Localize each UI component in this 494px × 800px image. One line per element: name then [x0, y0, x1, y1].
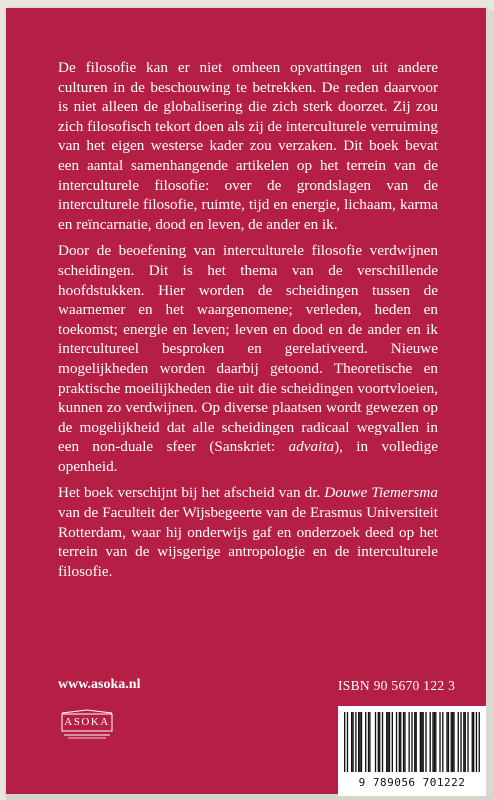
- barcode-bar: [361, 712, 362, 772]
- blurb-paragraph-text: De filosofie kan er niet omheen opvattingen uit andere culturen in de beschouwing te betrekken. De reden daarvoor is niet alleen de globalisering die zich sterk doorzet. Zij zou zich filosofisch tekort doen als zij de interculturele verruiming van het eigen westerse kader zou verzaken. Dit boek bevat een aantal samenhangende artikelen op het terrein van de interculturele filosofie: over de grondslagen van de interculturele filosofie, ruimte, tijd en energie, lichaam, karma en reïncarnatie, dood en leven, de ander en ik.: [58, 59, 438, 233]
- barcode-bar: [460, 712, 461, 772]
- barcode-bar: [430, 712, 431, 772]
- publisher-url[interactable]: www.asoka.nl: [58, 677, 141, 692]
- barcode-bar: [378, 712, 379, 772]
- barcode-bar: [473, 712, 474, 772]
- barcode-bar: [451, 712, 452, 772]
- barcode-bar: [479, 712, 480, 772]
- blurb-paragraph: [58, 58, 438, 234]
- blurb-text: [58, 58, 438, 588]
- barcode-bar: [355, 712, 356, 772]
- blurb-paragraph: [58, 241, 438, 476]
- barcode-bar: [352, 712, 353, 772]
- barcode-bar: [344, 712, 345, 772]
- asoka-logo-icon: [58, 709, 116, 739]
- barcode-bar: [386, 712, 387, 772]
- isbn-number: ISBN 90 5670 122 3: [338, 678, 456, 693]
- barcode-bar: [408, 712, 409, 772]
- barcode-bar: [458, 712, 459, 772]
- barcode-bar: [414, 712, 415, 772]
- barcode-bar: [452, 712, 453, 772]
- barcode-bar: [403, 712, 404, 772]
- barcode-bar: [434, 712, 435, 772]
- barcode-bar: [396, 712, 397, 772]
- barcode-bar: [358, 712, 359, 772]
- page-edge: [486, 10, 494, 796]
- barcode-bar: [446, 712, 447, 772]
- barcode-bar: [399, 712, 400, 772]
- barcode-bar: [476, 712, 477, 772]
- barcode-bar: [359, 712, 360, 772]
- barcode-bar: [467, 712, 468, 772]
- barcode-bar: [463, 712, 464, 772]
- barcode-bar: [411, 712, 412, 772]
- blurb-paragraph-text: Het boek verschijnt bij het afscheid van dr.: [58, 484, 325, 502]
- barcode-bar: [442, 712, 443, 772]
- barcode-bar: [423, 712, 424, 772]
- barcode-bar: [392, 712, 393, 772]
- barcode-bar: [400, 712, 401, 772]
- blurb-paragraph-text: Door de beoefening van interculturele filosofie verdwijnen scheidingen. Dit is het thema van de verschillende hoofdstukken. Hier worden de scheidingen tussen de waarnemer en het waargenomene; verleden, heden en toekomst; energie en leven; leven en dood en de ander en ik intercultureel besproken en gerelativeerd. Nieuwe mogelijkheden worden daarbij getoond. Theoretische en praktische moeilijkheden die uit die scheidingen voortvloeien, kunnen zo verdwijnen. Op diverse plaatsen wordt gewezen op de mogelijkheid dat alle scheidingen radicaal wegvallen in een non-duale sfeer (Sanskriet:: [58, 242, 438, 456]
- barcode-bar: [368, 712, 369, 772]
- barcode-bar: [382, 712, 383, 772]
- barcode-bar: [416, 712, 417, 772]
- barcode-bar: [379, 712, 380, 772]
- barcode: [338, 706, 486, 796]
- barcode-bar: [472, 712, 473, 772]
- blurb-paragraph-text: ), in volledige openheid.: [58, 438, 438, 475]
- barcode-bar: [439, 712, 440, 772]
- barcode-digits: 9 789056 701222: [358, 776, 466, 789]
- barcode-bar: [375, 712, 376, 772]
- barcode-bar: [425, 712, 426, 772]
- barcode-bar: [365, 712, 366, 772]
- sanskrit-term: advaita: [288, 438, 335, 456]
- barcode-bar: [448, 712, 449, 772]
- blurb-paragraph: [58, 483, 438, 581]
- barcode-bar: [347, 712, 348, 772]
- barcode-bar: [404, 712, 405, 772]
- barcode-bar: [351, 712, 352, 772]
- barcode-bar: [389, 712, 390, 772]
- author-name: Douwe Tiemersma: [324, 484, 438, 502]
- barcode-bar: [420, 712, 421, 772]
- barcode-bar: [465, 712, 466, 772]
- barcode-bar: [435, 712, 436, 772]
- barcode-bar: [387, 712, 388, 772]
- logo-text: ASOKA: [64, 716, 110, 728]
- barcode-bar: [432, 712, 433, 772]
- barcode-bars: [344, 712, 480, 774]
- barcode-bar: [421, 712, 422, 772]
- blurb-paragraph-text: van de Faculteit der Wijsbegeerte van de Erasmus Universiteit Rotterdam, waar hij onderwijs gaf en onderzoek deed op het terrein van de wijsgerige antropologie en de interculturele filosofie.: [58, 504, 438, 580]
- barcode-bar: [453, 712, 454, 772]
- barcode-bar: [369, 712, 370, 772]
